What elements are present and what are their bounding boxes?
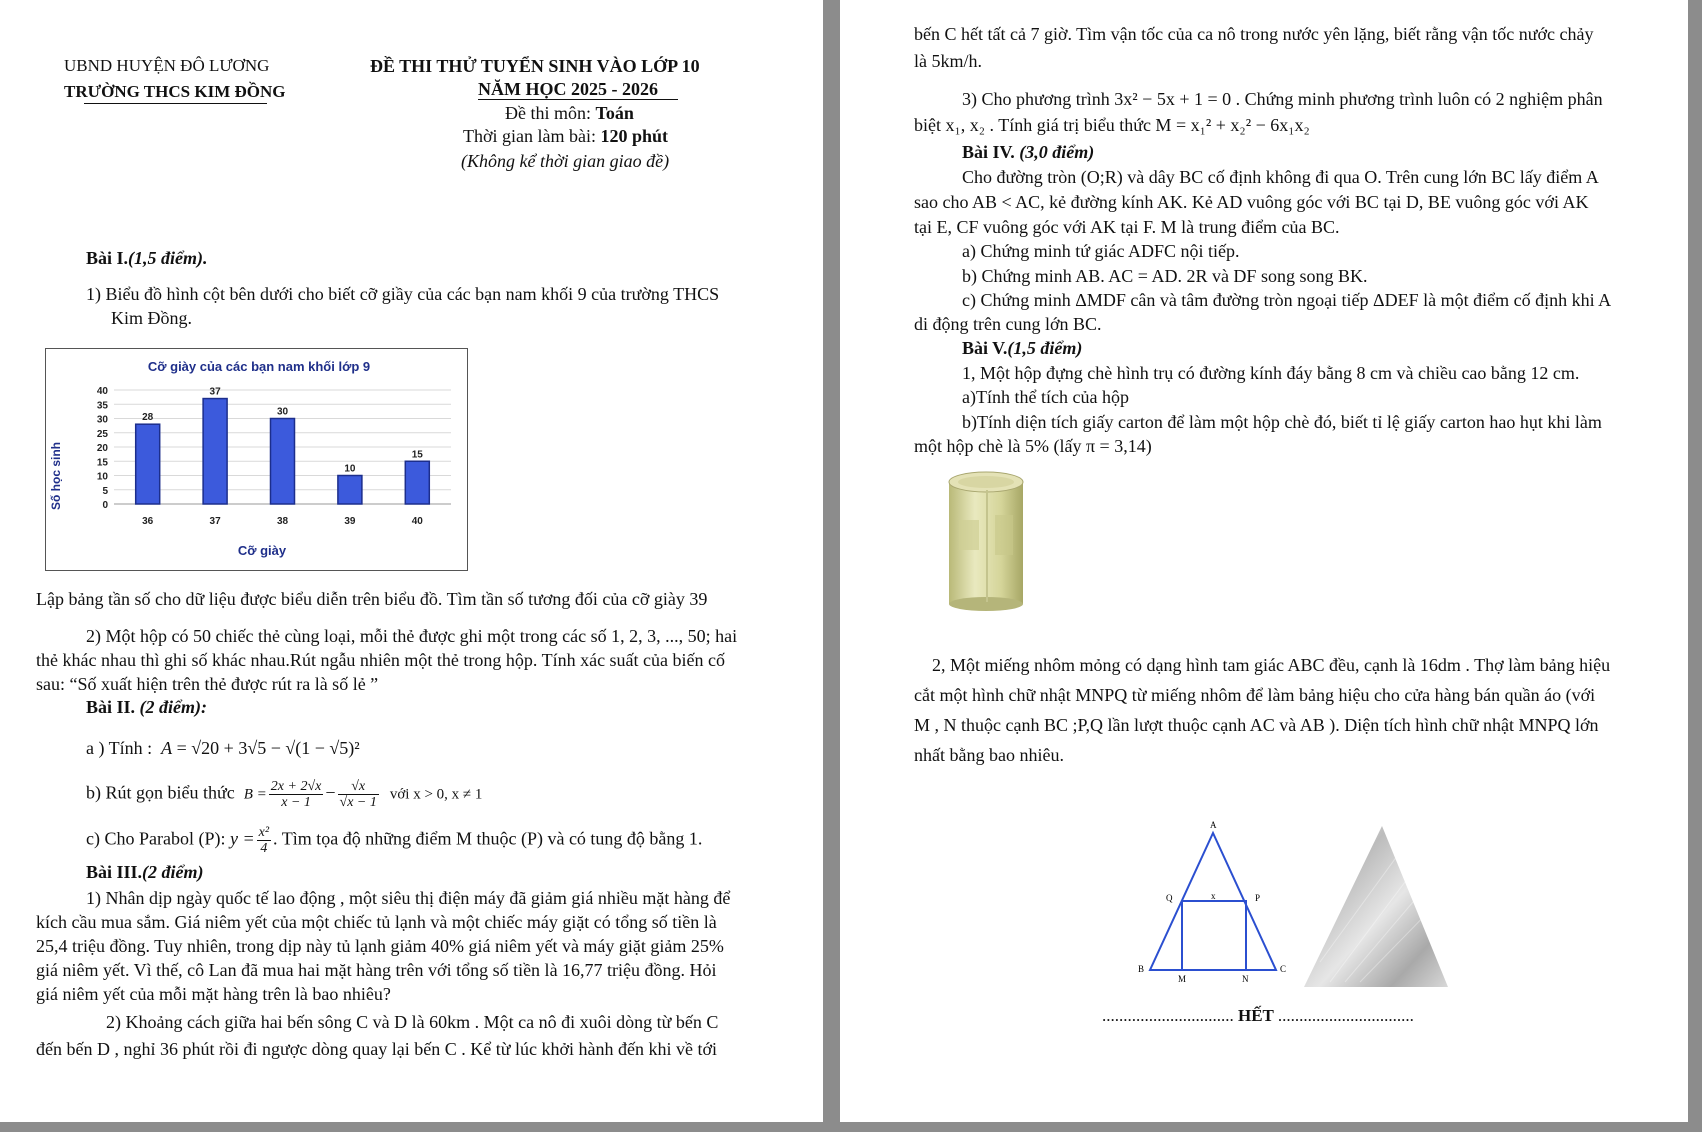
bai1-q1-task: Lập bảng tần số cho dữ liệu được biểu diễn trên biểu đồ. Tìm tần số tương đối của cỡ giày 39 <box>36 589 708 609</box>
bai2-a: a ) Tính : A = √20 + 3√5 − √(1 − √5)² <box>86 738 360 758</box>
bottom-bar <box>0 1122 1702 1132</box>
chart-canvas <box>46 349 467 570</box>
end-marker: ............................... HẾT ................................ <box>1102 1006 1414 1025</box>
bai1-q1-line2: Kim Đồng. <box>111 308 192 328</box>
exam-page-left <box>0 0 823 1122</box>
y-tick-label: 20 <box>96 443 108 454</box>
y-tick-label: 35 <box>96 400 108 412</box>
chart-title: Cỡ giày của các bạn nam khối lớp 9 <box>147 359 371 374</box>
fraction-2: $\frac{√x}{√x - 1}$ <box>339 779 377 810</box>
bai4-line2: sao cho AB < AC, kẻ đường kính AK. Kẻ AD vuông góc với BC tại D, BE vuông góc với AK <box>914 192 1589 212</box>
label-m: M <box>1178 974 1187 984</box>
aluminium-sheet-image <box>1300 822 1452 992</box>
x-tick-label-37: 37 <box>209 516 221 527</box>
bar-40 <box>405 461 429 504</box>
tea-can-image <box>945 470 1027 612</box>
bar-38 <box>271 419 295 505</box>
bai4-a: a) Chứng minh tứ giác ADFC nội tiếp. <box>962 241 1240 261</box>
label-b: B <box>1138 964 1145 974</box>
label-a: A <box>1210 820 1217 830</box>
y-tick-label: 25 <box>96 428 108 440</box>
subject-line: Đề thi môn: Toán <box>505 103 634 123</box>
data-label-39: 10 <box>344 463 356 475</box>
x-tick-label-38: 38 <box>276 516 289 527</box>
bai3-title: Bài III.(2 điểm) <box>86 862 204 882</box>
bai5-q2-line3: M , N thuộc cạnh BC ;P,Q lần lượt thuộc cạnh AC và AB ). Diện tích hình chữ nhật MNPQ lớn <box>914 715 1599 735</box>
bai1-q2-line2: thẻ khác nhau thì ghi số khác nhau.Rút ngẫu nhiên một thẻ trong hộp. Tính xác suất của biến cố <box>36 650 726 670</box>
y-tick-label: 15 <box>96 457 108 469</box>
chart-x-axis-label: Cỡ giày <box>237 543 287 558</box>
bar-37 <box>203 399 227 504</box>
bai3-q3-line1: 3) Cho phương trình 3x² − 5x + 1 = 0 . Chứng minh phương trình luôn có 2 nghiệm phân <box>962 89 1603 109</box>
time-note: (Không kể thời gian giao đề) <box>461 151 670 171</box>
label-n: N <box>1242 974 1249 984</box>
label-p: P <box>1255 893 1261 903</box>
school-year: NĂM HỌC 2025 - 2026 <box>478 79 658 99</box>
exam-page-right <box>840 0 1688 1122</box>
y-tick-label: 40 <box>96 386 108 397</box>
bai2-b: b) Rút gọn biểu thức B = $\frac{2x + 2√x}{x - 1}$ − $\frac{√x}{√x - 1}$ với x > 0, x ≠ 1 <box>86 779 483 810</box>
x-tick-label-36: 36 <box>142 516 154 527</box>
data-label-38: 30 <box>276 406 289 418</box>
bar-39 <box>338 476 362 505</box>
label-q: Q <box>1166 893 1173 903</box>
bai4-line3: tại E, CF vuông góc với AK tại F. M là trung điểm của BC. <box>914 217 1340 237</box>
bai5-title: Bài V.(1,5 điểm) <box>962 338 1083 358</box>
right-margin <box>1688 0 1702 1132</box>
y-tick-label: 5 <box>102 485 108 497</box>
x-tick-label-40: 40 <box>411 516 423 527</box>
org-name: UBND HUYỆN ĐÔ LƯƠNG <box>64 56 270 75</box>
bai5-q1b-line2: một hộp chè là 5% (lấy π = 3,14) <box>914 436 1152 456</box>
chart-y-axis-label: Số học sinh <box>49 441 63 511</box>
bai3-q2-line2: đến bến D , nghỉ 36 phút rồi đi ngược dòng quay lại bến C . Kể từ lúc khởi hành đến khi về tới <box>36 1039 717 1059</box>
fraction-1: $\frac{2x + 2√x}{x - 1}$ <box>270 779 322 810</box>
label-c: C <box>1280 964 1287 974</box>
bai3-q1-line5: giá niêm yết của mỗi mặt hàng trên là bao nhiêu? <box>36 984 391 1004</box>
data-label-40: 15 <box>411 449 423 461</box>
y-tick-label: 10 <box>96 471 108 483</box>
bar-36 <box>136 424 160 504</box>
bai2-title: Bài II. (2 điểm): <box>86 697 208 717</box>
header-underline <box>84 103 267 104</box>
bai3-q2-line1: 2) Khoảng cách giữa hai bến sông C và D là 60km . Một ca nô đi xuôi dòng từ bến C <box>106 1012 719 1032</box>
label-x: x <box>1211 891 1216 901</box>
year-underline <box>478 99 678 100</box>
bai1-title: Bài I.(1,5 điểm). <box>86 248 208 268</box>
school-name: TRƯỜNG THCS KIM ĐỒNG <box>64 82 286 101</box>
bai4-c1: c) Chứng minh ΔMDF cân và tâm đường tròn ngoại tiếp ΔDEF là một điểm cố định khi A <box>962 290 1612 310</box>
bai4-b: b) Chứng minh AB. AC = AD. 2R và DF song song BK. <box>962 266 1368 286</box>
exam-title: ĐỀ THI THỬ TUYỂN SINH VÀO LỚP 10 <box>370 56 700 76</box>
data-label-37: 37 <box>209 386 221 398</box>
bai4-c2: di động trên cung lớn BC. <box>914 314 1102 334</box>
bai5-q1b-line1: b)Tính diện tích giấy carton để làm một hộp chè đó, biết tỉ lệ giấy carton hao hụt khi làm <box>962 412 1602 432</box>
bai3-q3-line2: biệt x₁, x₂ . Tính giá trị biểu thức M = x₁² + x₂² − 6x₁x₂ <box>914 115 1310 135</box>
bai5-q1: 1, Một hộp đựng chè hình trụ có đường kính đáy bằng 8 cm và chiều cao bằng 12 cm. <box>962 363 1580 383</box>
bai3-q2-line4: là 5km/h. <box>914 51 982 71</box>
bai5-q2-line2: cắt một hình chữ nhật MNPQ từ miếng nhôm để làm bảng hiệu cho cửa hàng bán quần áo (với <box>914 685 1596 705</box>
bai3-q1-line4: giá niêm yết. Vì thế, cô Lan đã mua hai mặt hàng trên với tổng số tiền là 16,77 triệu đồng. Hỏi <box>36 960 717 980</box>
bai3-q1-line1: 1) Nhân dịp ngày quốc tế lao động , một siêu thị điện máy đã giảm giá nhiều mặt hàng để <box>86 888 731 908</box>
y-tick-label: 30 <box>96 414 108 426</box>
bai3-q1-line2: kích cầu mua sắm. Giá niêm yết của một chiếc tủ lạnh và một chiếc máy giặt có tổng số tiền là <box>36 912 717 932</box>
data-label-36: 28 <box>142 412 154 424</box>
x-tick-label-39: 39 <box>344 516 356 527</box>
bai3-q2-line3: bến C hết tất cả 7 giờ. Tìm vận tốc của ca nô trong nước yên lặng, biết rằng vận tốc nước chảy <box>914 24 1594 44</box>
bai5-q2-line1: 2, Một miếng nhôm mỏng có dạng hình tam giác ABC đều, cạnh là 16dm . Thợ làm bảng hiệu <box>932 655 1611 675</box>
time-line: Thời gian làm bài: 120 phút <box>463 126 669 146</box>
triangle-mnpq-diagram <box>1130 815 1290 985</box>
bai1-q2-line3: sau: “Số xuất hiện trên thẻ được rút ra là số lẻ ” <box>36 674 379 694</box>
shoe-size-chart <box>45 348 468 571</box>
fraction-3: $\frac{\text{x²}}{4}$ <box>258 825 270 856</box>
bai4-title: Bài IV. (3,0 điểm) <box>962 142 1095 162</box>
bai5-q2-line4: nhất bằng bao nhiêu. <box>914 745 1064 765</box>
y-tick-label: 0 <box>102 500 108 511</box>
bai4-line1: Cho đường tròn (O;R) và dây BC cố định không đi qua O. Trên cung lớn BC lấy điểm A <box>962 167 1599 187</box>
page-gap <box>823 0 840 1132</box>
bai1-q1-line1: 1) Biểu đồ hình cột bên dưới cho biết cỡ giầy của các bạn nam khối 9 của trường THCS <box>86 284 720 304</box>
bai1-q2-line1: 2) Một hộp có 50 chiếc thẻ cùng loại, mỗi thẻ được ghi một trong các số 1, 2, 3, ..., 50; hai <box>86 626 738 646</box>
bai2-c: c) Cho Parabol (P): y = $\frac{\text{x²}}{4}$ . Tìm tọa độ những điểm M thuộc (P) và có tung độ bằng 1. <box>86 825 703 856</box>
bai3-q1-line3: 25,4 triệu đồng. Tuy nhiên, trong dịp này tủ lạnh giảm 40% giá niêm yết và máy giặt giảm 25% <box>36 936 724 956</box>
bai5-q1a: a)Tính thể tích của hộp <box>962 387 1129 407</box>
